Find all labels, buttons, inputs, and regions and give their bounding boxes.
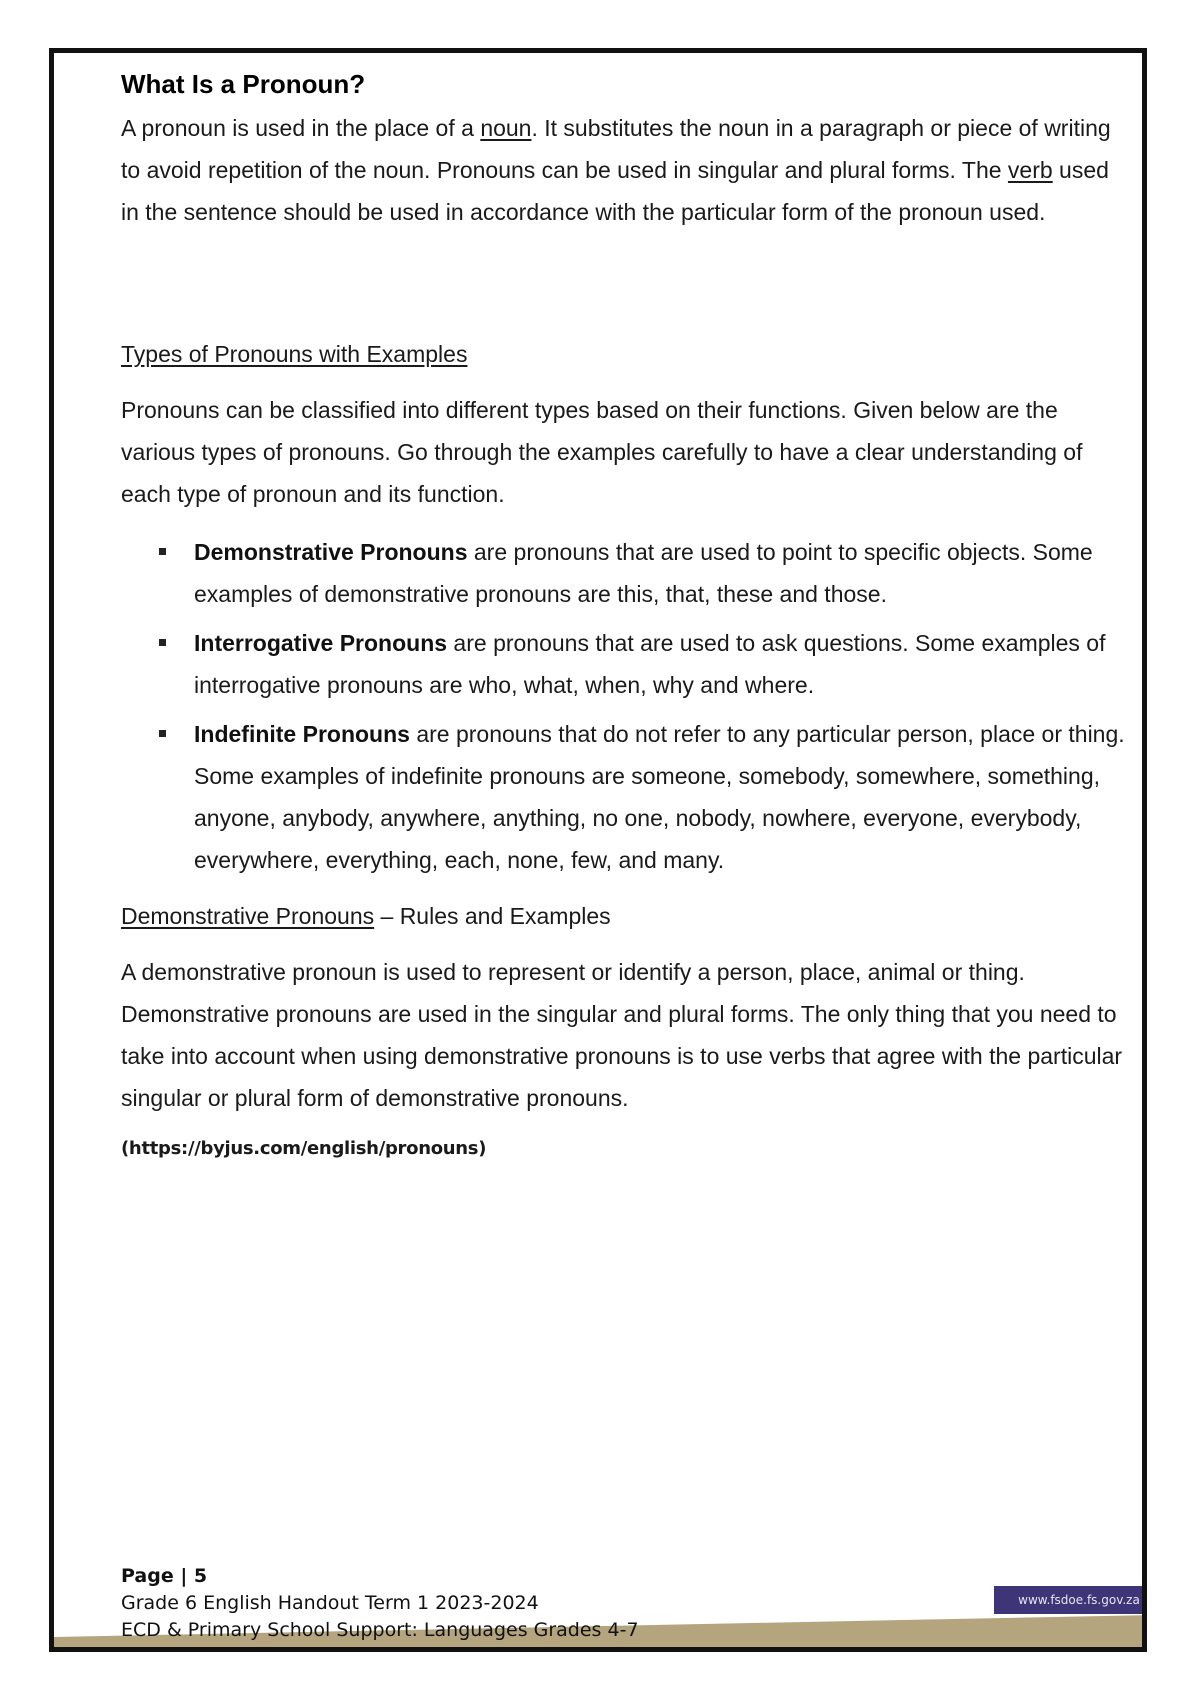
footer-handout-line: Grade 6 English Handout Term 1 2023-2024: [121, 1592, 539, 1614]
types-heading-text: Types of Pronouns with Examples: [121, 341, 468, 367]
demonstrative-paragraph: A demonstrative pronoun is used to represent or identify a person, place, animal or thing. Demonstrative pronouns are used in the singular and plural forms. The only thing that you need to take into account when using demonstrative pronouns is to use verbs that agree with the particular singular or plural form of demonstrative pronouns.: [121, 959, 1123, 1111]
page-number: 5: [193, 1565, 208, 1587]
bullet-icon: [159, 730, 166, 737]
intro-text-1: A pronoun is used in the place of a: [121, 115, 481, 141]
demonstrative-heading: [121, 895, 1131, 937]
types-heading: [121, 333, 1131, 375]
website-badge: www.fsdoe.fs.gov.za: [994, 1586, 1147, 1614]
spacer: [121, 233, 1131, 333]
page-frame: [49, 48, 1147, 1652]
pronoun-types-list: [121, 531, 1131, 881]
page-title: What Is a Pronoun?: [121, 69, 366, 99]
list-item-text: are pronouns that are used to ask questions. Some examples of interrogative pronouns are who, what, when, why and where.: [194, 630, 1106, 698]
list-item: [121, 531, 1131, 615]
list-item: [121, 622, 1131, 706]
list-item: [121, 713, 1131, 881]
demonstrative-link[interactable]: Demonstrative Pronouns: [121, 903, 375, 929]
page-footer: [121, 1563, 639, 1644]
types-paragraph: Pronouns can be classified into different types based on their functions. Given below are the various types of pronouns. Go through the examples carefully to have a clear understanding of each type of pronoun and its function.: [121, 397, 1083, 507]
bullet-icon: [159, 639, 166, 646]
page-label: Page |: [121, 1565, 194, 1587]
list-item-term: Demonstrative Pronouns: [194, 539, 468, 565]
bullet-icon: [159, 548, 166, 555]
list-item-term: Interrogative Pronouns: [194, 630, 448, 656]
intro-text-3: used in the sentence should be used in accordance with the particular form of the pronoun used.: [121, 157, 1109, 225]
noun-link[interactable]: noun: [480, 115, 532, 141]
intro-paragraph: [121, 107, 1131, 233]
verb-link[interactable]: verb: [1007, 157, 1053, 183]
page-number-line: [121, 1563, 639, 1590]
list-item-term: Indefinite Pronouns: [194, 721, 410, 747]
list-item-text: are pronouns that are used to point to specific objects. Some examples of demonstrative pronouns are this, that, these and those.: [194, 539, 1093, 607]
source-citation: (https://byjus.com/english/pronouns): [121, 1138, 487, 1159]
intro-text-2: . It substitutes the noun in a paragraph or piece of writing to avoid repetition of the noun. Pronouns can be used in singular and plural forms. The: [121, 115, 1111, 183]
document-body: [121, 67, 1131, 1163]
list-item-text: are pronouns that do not refer to any particular person, place or thing. Some examples of indefinite pronouns are someone, somebody, somewhere, something, anyone, anybody, anywhere, anything, no one, nobody, nowhere, everyone, everybody, everywhere, everything, each, none, few, and many.: [194, 721, 1125, 873]
demonstrative-heading-rest: – Rules and Examples: [374, 903, 611, 929]
footer-support-line: ECD & Primary School Support: Languages Grades 4-7: [121, 1619, 639, 1641]
